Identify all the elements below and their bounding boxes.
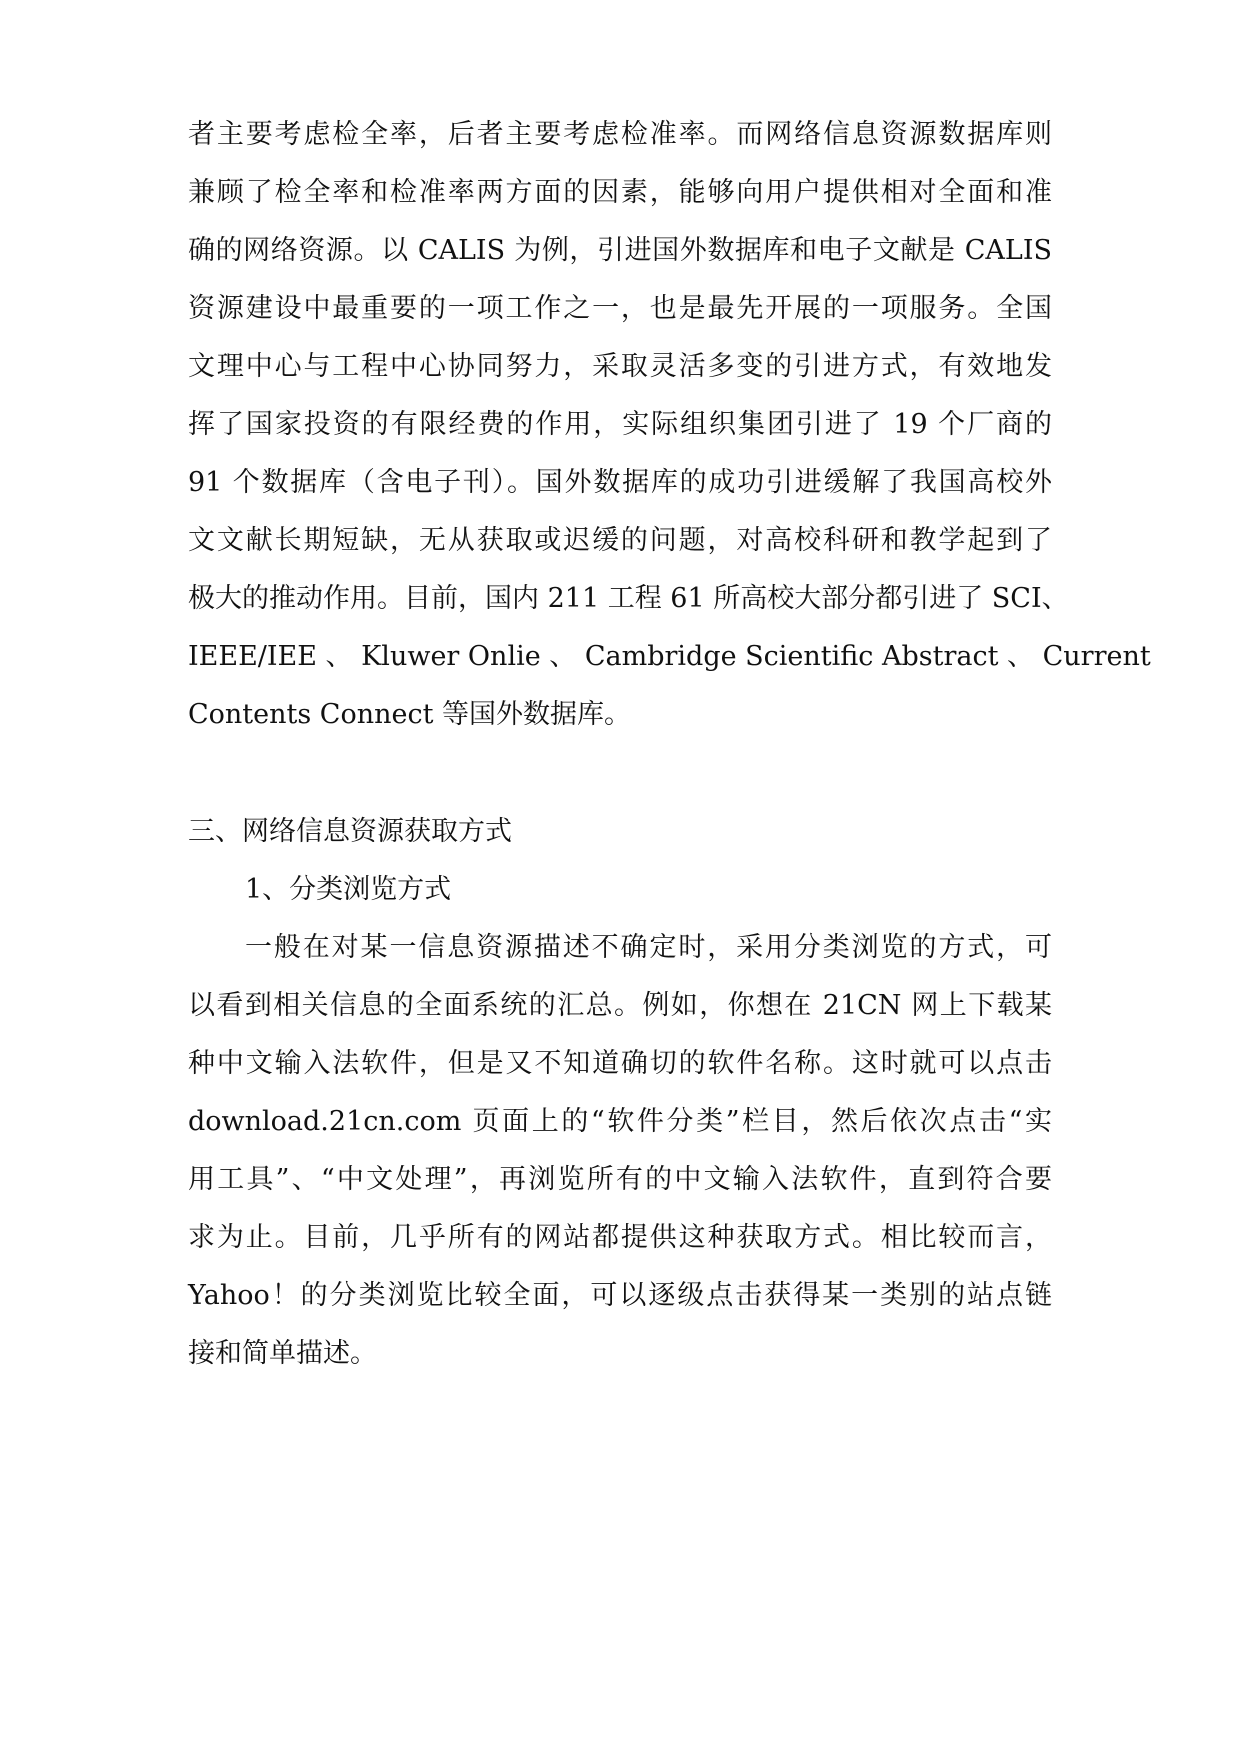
paragraph-line: 确的网络资源。以 CALIS 为例，引进国外数据库和电子文献是 CALIS [188,235,1052,266]
paragraph-line: 用工具”、“中文处理”，再浏览所有的中文输入法软件，直到符合要 [188,1164,1052,1195]
paragraph-line: 种中文输入法软件，但是又不知道确切的软件名称。这时就可以点击 [188,1048,1052,1079]
section-heading: 三、网络信息资源获取方式 [188,816,512,847]
paragraph-line: 资源建设中最重要的一项工作之一，也是最先开展的一项服务。全国 [188,293,1052,324]
paragraph-line: 文文献长期短缺，无从获取或迟缓的问题，对高校科研和教学起到了 [188,525,1052,556]
paragraph-line: Yahoo！的分类浏览比较全面，可以逐级点击获得某一类别的站点链 [188,1280,1052,1311]
paragraph-line: 文理中心与工程中心协同努力，采取灵活多变的引进方式，有效地发 [188,351,1052,382]
paragraph-line: download.21cn.com 页面上的“软件分类”栏目，然后依次点击“实 [188,1106,1052,1137]
paragraph-line: 一般在对某一信息资源描述不确定时，采用分类浏览的方式，可 [245,932,1052,963]
subsection-heading: 1、分类浏览方式 [245,874,452,905]
paragraph-line: 兼顾了检全率和检准率两方面的因素，能够向用户提供相对全面和准 [188,177,1052,208]
paragraph-line: 以看到相关信息的全面系统的汇总。例如，你想在 21CN 网上下载某 [188,990,1052,1021]
paragraph-line: IEEE/IEE 、 Kluwer Onlie 、 Cambridge Scientific Abstract 、 Current [188,641,1151,672]
paragraph-line: 91 个数据库（含电子刊）。国外数据库的成功引进缓解了我国高校外 [188,467,1052,498]
paragraph-line: 挥了国家投资的有限经费的作用，实际组织集团引进了 19 个厂商的 [188,409,1052,440]
paragraph-line: 者主要考虑检全率，后者主要考虑检准率。而网络信息资源数据库则 [188,119,1052,150]
paragraph-line: 求为止。目前，几乎所有的网站都提供这种获取方式。相比较而言， [188,1222,1052,1253]
paragraph-line: 接和简单描述。 [188,1338,377,1369]
paragraph-line: Contents Connect 等国外数据库。 [188,699,632,730]
paragraph-line: 极大的推动作用。目前，国内 211 工程 61 所高校大部分都引进了 SCI、 [188,583,1069,614]
